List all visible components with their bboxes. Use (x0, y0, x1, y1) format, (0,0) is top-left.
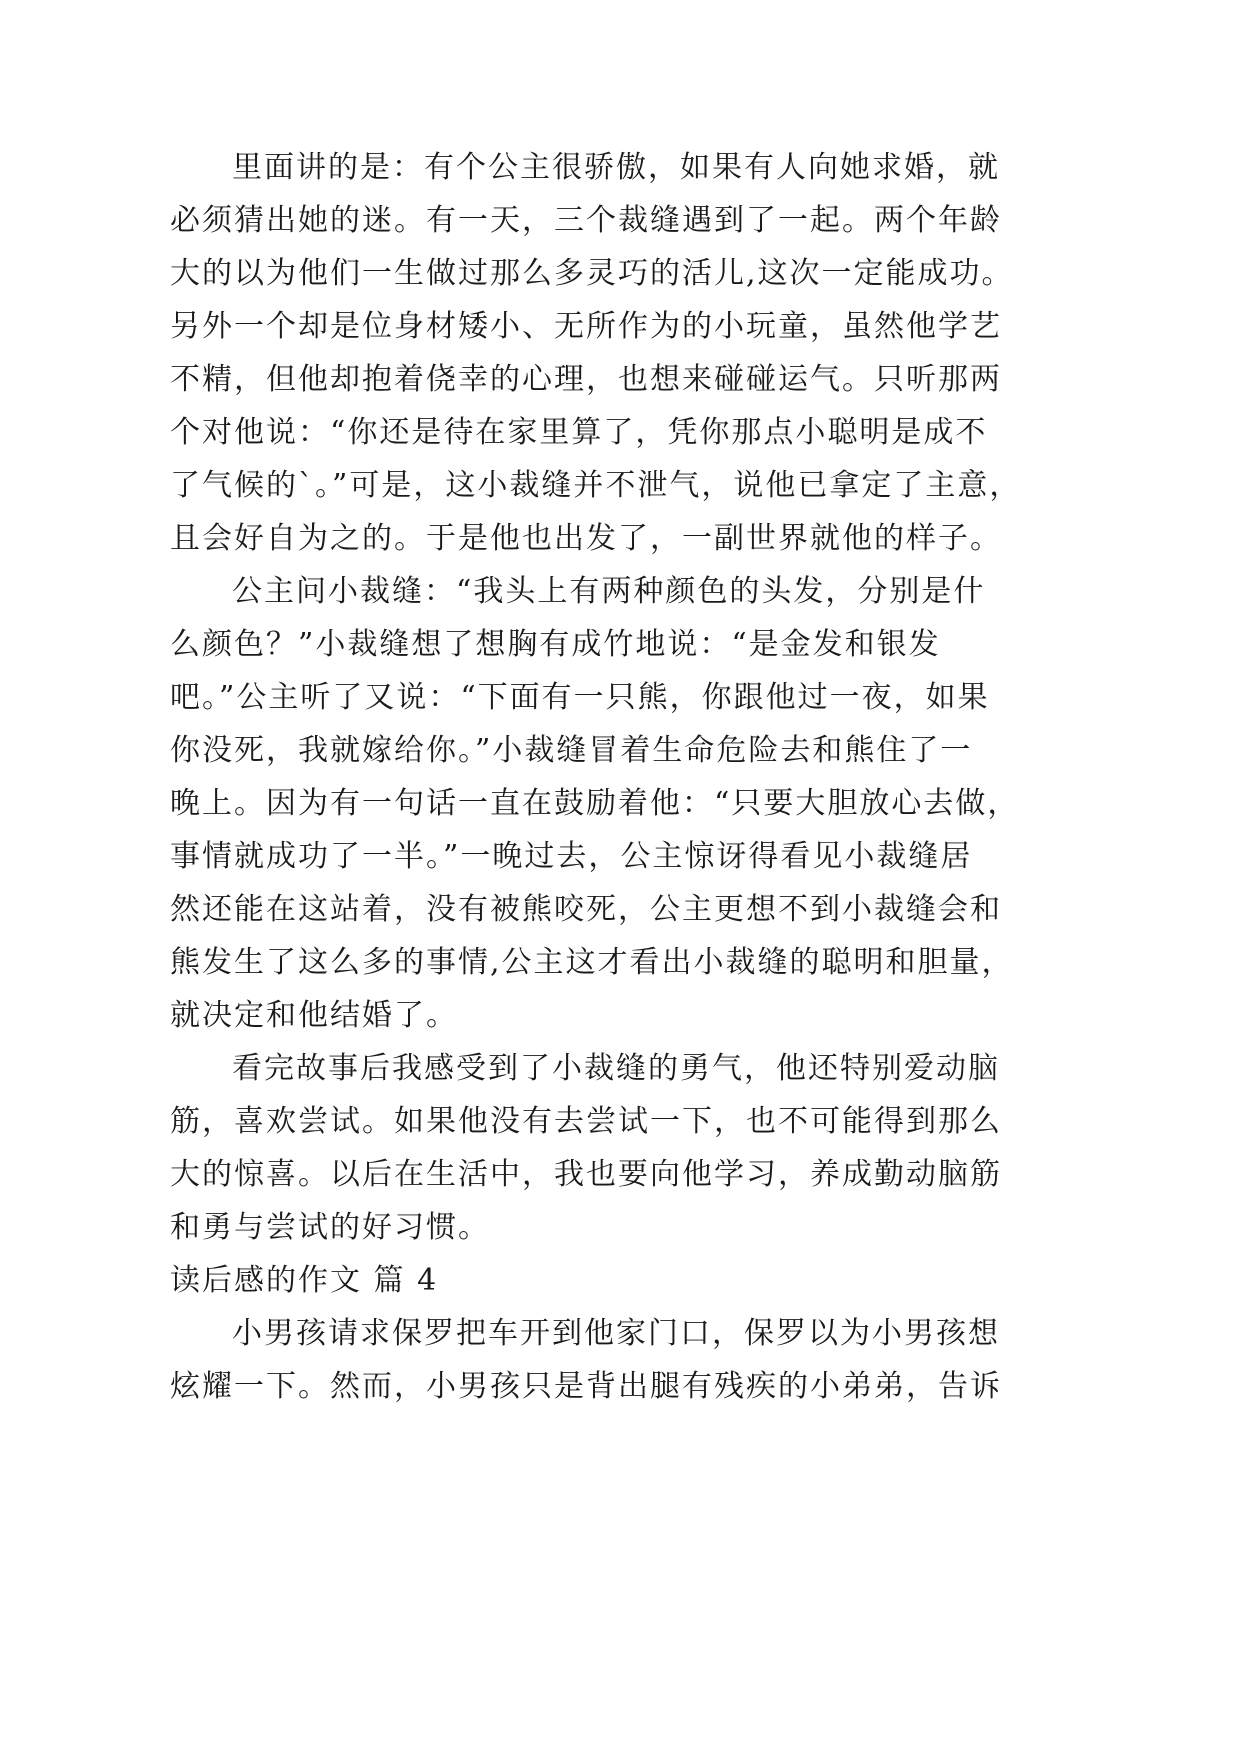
text-line: 晚上。因为有一句话一直在鼓励着他：“只要大胆放心去做， (170, 786, 1020, 821)
text-line: 事情就成功了一半。”一晚过去，公主惊讶得看见小裁缝居 (170, 839, 973, 874)
text-line: 不精，但他却抱着侥幸的心理，也想来碰碰运气。只听那两 (170, 362, 1002, 397)
text-line: 大的惊喜。以后在生活中，我也要向他学习，养成勤动脑筋 (170, 1157, 1002, 1192)
text-line: 炫耀一下。然而，小男孩只是背出腿有残疾的小弟弟，告诉 (170, 1369, 1002, 1404)
text-line: 且会好自为之的。于是他也出发了，一副世界就他的样子。 (170, 521, 1002, 556)
text-line: 筋，喜欢尝试。如果他没有去尝试一下，也不可能得到那么 (170, 1104, 1002, 1139)
text-line: 必须猜出她的迷。有一天，三个裁缝遇到了一起。两个年龄 (170, 203, 1002, 238)
text-line: 熊发生了这么多的事情,公主这才看出小裁缝的聪明和胆量， (170, 945, 1014, 980)
text-line: 了气候的`。”可是，这小裁缝并不泄气，说他已拿定了主意， (170, 468, 1022, 503)
text-line: 公主问小裁缝：“我头上有两种颜色的头发，分别是什 (232, 574, 986, 609)
section-heading: 读后感的作文 篇 4 (170, 1263, 439, 1298)
text-line: 个对他说：“你还是待在家里算了，凭你那点小聪明是成不 (170, 415, 988, 450)
text-line: 大的以为他们一生做过那么多灵巧的活儿,这次一定能成功。 (170, 256, 1014, 291)
text-line: 你没死，我就嫁给你。”小裁缝冒着生命危险去和熊住了一 (170, 733, 973, 768)
text-line: 看完故事后我感受到了小裁缝的勇气，他还特别爱动脑 (232, 1051, 1000, 1086)
text-line: 和勇与尝试的好习惯。 (170, 1210, 490, 1245)
text-line: 里面讲的是：有个公主很骄傲，如果有人向她求婚，就 (232, 150, 1000, 185)
text-line: 就决定和他结婚了。 (170, 998, 458, 1033)
text-line: 另外一个却是位身材矮小、无所作为的小玩童，虽然他学艺 (170, 309, 1002, 344)
text-line: 吧。”公主听了又说：“下面有一只熊，你跟他过一夜，如果 (170, 680, 990, 715)
text-line: 么颜色？”小裁缝想了想胸有成竹地说：“是金发和银发 (170, 627, 941, 662)
text-line: 然还能在这站着，没有被熊咬死，公主更想不到小裁缝会和 (170, 892, 1002, 927)
text-line: 小男孩请求保罗把车开到他家门口，保罗以为小男孩想 (232, 1316, 1000, 1351)
